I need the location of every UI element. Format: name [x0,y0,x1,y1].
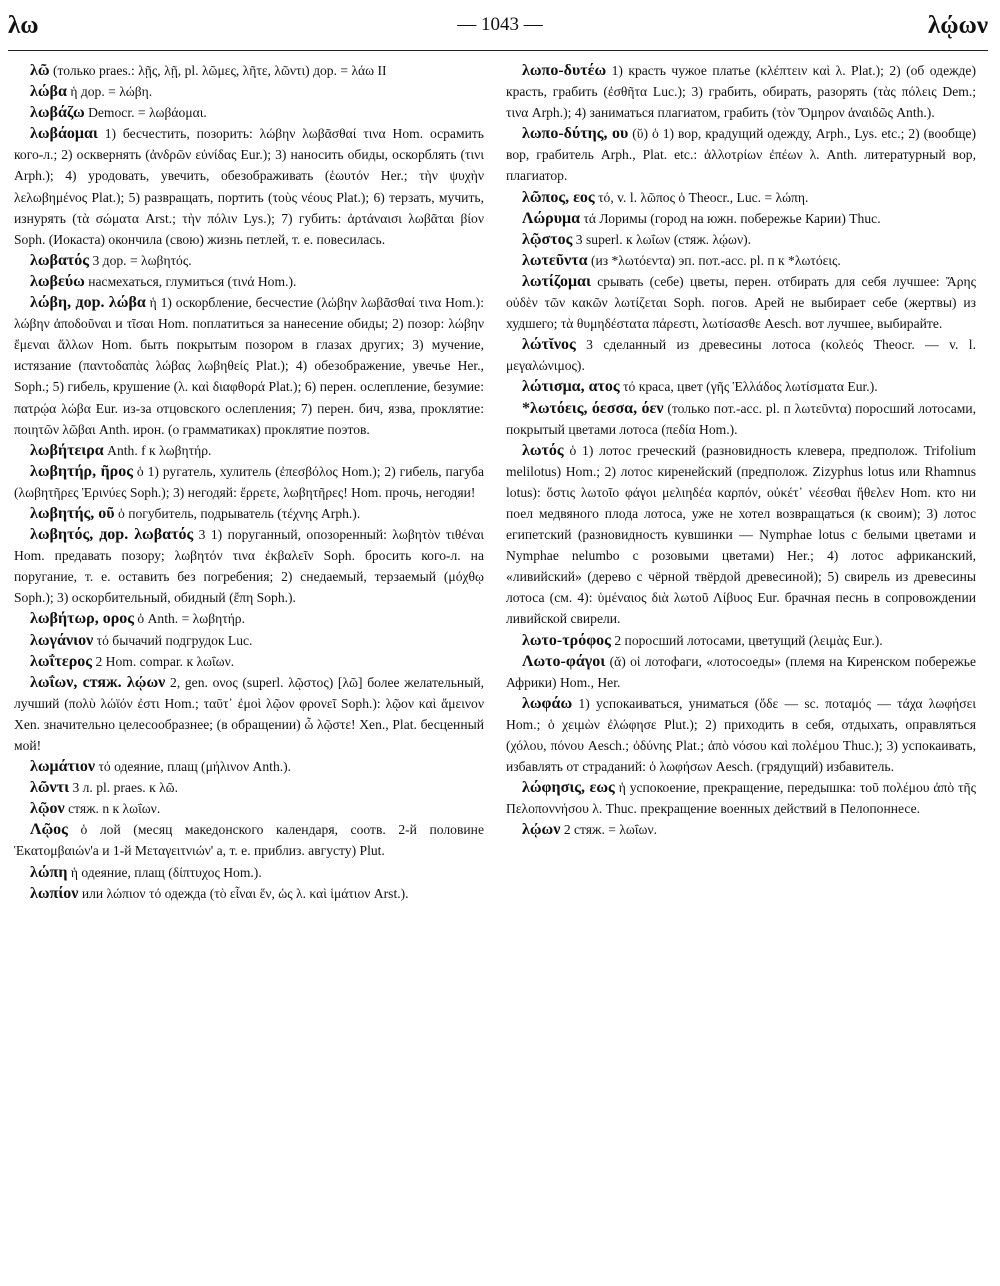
dictionary-entry [506,208,976,229]
entry-definition: 3 1) поруганный, опозоренный: λωβητὸν τιθέναι Hom. предавать позору; λωβητόν τινα ἐκβαλεῖν Soph. бросить кого-л. на поругание, т. е. оставить без погребения; 2) снедаемый, терзаемый (μόχθῳ Soph.); 3) оскорбительный, обидный (ἔπη Soph.). [14,527,484,606]
dictionary-entry [14,503,484,524]
entry-definition: 3 сделанный из древесины лотоса (κολεός Theocr. — v. l. μεγαλώνιμος). [506,337,976,374]
entry-definition: τό бычачий подгрудок Luc. [96,632,253,648]
dictionary-entry [14,271,484,292]
entry-definition: ἡ одеяние, плащ (δίπτυχος Hom.). [70,864,262,880]
left-running-head: λω [8,12,39,39]
dictionary-entry [506,229,976,250]
entry-headword: λωτός [522,441,564,459]
dictionary-entry [506,630,976,651]
dictionary-entry [506,651,976,693]
entry-headword: λωτο-τρόφος [522,631,611,649]
entry-headword: Λωτο-φάγοι [522,652,606,670]
entry-headword: λωγάνιον [30,631,94,649]
entry-definition: Anth. f к λωβητήρ. [107,442,212,458]
dictionary-entry [14,102,484,123]
entry-definition: 2 Hom. compar. к λωΐων. [95,653,235,669]
dictionary-entry [506,271,976,334]
dictionary-entry [14,123,484,250]
dictionary-entry [14,461,484,503]
entry-headword: λωβήτωρ, ορος [30,610,135,628]
entry-headword: λῶντι [30,779,70,797]
entry-headword: λώφησις, εως [522,779,615,797]
right-column [506,60,976,1275]
dictionary-entry [506,187,976,208]
entry-headword: λῶπος, εος [522,188,595,206]
entry-definition: ἡ дор. = λώβη. [70,84,153,100]
dictionary-entry [14,608,484,629]
entry-headword: λωβήτειρα [30,441,104,459]
entry-headword: λωβητήρ, ῆρος [30,462,133,480]
dictionary-entry [14,756,484,777]
entry-definition: 2, gen. ονος (superl. λῷστος) [λῶ] более желательный, лучший (πολὺ λώϊόν ἐστι Hom.; ταῦτ᾽ ἐμοὶ λῷον φρονεῖ Soph.): λῷον καὶ ἄμεινον Xen. значительно целесообразнее; (в обращении) ὦ λῷστε! Xen., Plat. бесценный мой! [14,674,484,753]
entry-headword: λώτισμα, ατος [522,378,620,396]
entry-definition: 1) успокаиваться, униматься (ὅδε — sc. ποταμός — τάχα λωφήσει Hom.; ὁ χειμὼν ἐλώφησε Plut.); 2) приходить в себя, отдыхать, оправляться (χόλου, πόνου Aesch.; ὀδύνης Plat.; ἀπὸ νόσου καὶ πολέμου Thuc.); 3) успокаивать, избавлять от страданий: ὁ λωφήσων Aesch. (грядущий) избавитель. [506,695,976,775]
entry-definition: ὁ Anth. = λωβητήρ. [137,611,245,627]
entry-headword: λωτεῦντα [522,251,588,269]
entry-definition: 3 superl. к λωΐων (стяж. λῴων). [575,231,752,247]
dictionary-entry [14,651,484,672]
entry-definition: 3 л. pl. praes. к λῶ. [72,780,179,796]
right-running-head: λῴων [928,12,988,39]
entry-headword: λώβα [30,83,67,101]
entry-definition: τό одеяние, плащ (μήλινον Anth.). [98,759,292,775]
entry-definition: ἡ успокоение, прекращение, передышка: τοῦ πολέμου ἀπὸ τῆς Πελοποννήσου λ. Thuc. прекращение военных действий в Пелопоннесе. [506,780,976,817]
dictionary-entry [506,60,976,123]
dictionary-entry [506,123,976,186]
dictionary-entry [506,693,976,777]
dictionary-entry [14,440,484,461]
entry-definition: 2 поросший лотосами, цветущий (λειμὰς Eur.). [614,632,883,648]
entry-headword: λωβεύω [30,272,85,290]
entry-definition: (из *λωτόεντα) эп. пот.-асс. pl. п к *λωτόεις. [590,252,841,268]
dictionary-entry [14,250,484,271]
entry-headword: *λωτόεις, όεσσα, όεν [522,399,664,417]
entry-headword: λωμάτιον [30,758,96,776]
entry-headword: λωΐων, стяж. λῴων [30,673,166,691]
entry-definition: (ῠ) ὁ 1) вор, крадущий одежду, Arph., Lys. etc.; 2) (вообще) вор, грабитель Arph., Plat. etc.: ἀλλοτρίων ἐπέων λ. Anth. литературный вор, плагиатор. [506,126,976,184]
entry-headword: Λῷος [30,821,68,839]
dictionary-entry [14,81,484,102]
entry-headword: λωπο-δυτέω [522,62,607,79]
entry-definition: ἡ 1) оскорбление, бесчестие (λώβην λωβᾶσθαί τινα Hom.): λώβην ἀποδοῦναι и τῖσαι Hom. поплатиться за нанесение обиды; 2) позор: λώβην ἔμεναι ἄλλων Hom. быть покрытым позором в глазах других; 3) мучение, истязание (παντοδαπὰς λώβας λωβηθείς Plat.); 4) обезображение, увечье Her., Soph.; 5) гибель, крушение (λ. καὶ διαφθορά Plat.); 6) перен. ослепление, безумие: πατρῴα λώβα Eur. из-за отцовского ослепления; 7) перен. бич, язва, проклятие: ποιητῶν λῶβαι Anth. ирон. (о грамматиках) проклятие поэтов. [14,295,484,437]
entry-headword: λωβητός, дор. λωβατός [30,526,194,544]
dictionary-entry [14,777,484,798]
dictionary-entry [506,777,976,819]
dictionary-entry [506,334,976,376]
entry-definition: ὁ 1) ругатель, хулитель (ἐπεσβόλος Hom.); 2) гибель, пагуба (λωβητῆρες Ἐρινύες Soph.); 3) негодяй: ἔρρετε, λωβητῆρες! Hom. прочь, негодяи! [14,463,484,500]
entry-definition: 1) бесчестить, позорить: λώβην λωβᾶσθαί τινα Hom. осрамить кого-л.; 2) осквернять (ἀνδρῶν εὐνίδας Eur.); 3) наносить обиды, оскорблять (τινι Arph.); 4) уродовать, увечить, обезображивать (ἑωυτόν Her.; τὴν ψυχὴν λελωβημένος Plat.); 5) развращать, портить (τοὺς νέους Plat.); 6) терзать, мучить, изнурять (τὰ σώματα Arst.; τὴν πόλιν Lys.); 7) губить: ἀρτάναισι λωβᾶται βίον Soph. (Иокаста) окончила (свою) жизнь петлей, т. е. повесилась. [14,126,484,247]
entry-headword: λωΐτερος [30,652,93,670]
entry-headword: λωβατός [30,251,90,269]
dictionary-entry [14,672,484,756]
entry-definition: 3 дор. = λωβητός. [92,252,192,268]
entry-definition: или λώπιον τό одежда (τὸ εἶναι ἕν, ὡς λ. καὶ ἱμάτιον Arst.). [81,885,409,901]
entry-definition: насмехаться, глумиться (τινά Hom.). [88,273,297,289]
page-number: — 1043 — [457,14,543,35]
entry-definition: τό, v. l. λῶπος ὁ Theocr., Luc. = λώπη. [598,189,809,205]
dictionary-entry [506,819,976,840]
header-rule [8,50,988,51]
entry-definition: τά Лоримы (город на южн. побережье Карии) Thuc. [583,210,881,226]
entry-definition: ὁ 1) лотос греческий (разновидность клевера, предполож. Trifolium melilotus) Hom.; 2) лотос киренейский (предполож. Zizyphus lotus или Rhamnus lotus): ὅστις λωτοῖο φάγοι μελιηδέα καρπόν, οὐκέτ᾽ νέεσθαι ἤθελεν Hom. кто ни поел медвяного плода лотоса, уже не хотел возвращаться (к своим); 3) лотос египетский (разновидность кувшинки — Nymphae lotus с белыми цветами и Nymphae nelumbo с розовыми цветами) Her.; 4) лотос африканский, «ливийский» (дерево с чёрной твёрдой древесиной); 5) свирель из древесины лотоса (см. 4): ὑμέναιος διὰ λωτοῦ Λίβυος Eur. брачная песнь в сопровождении ливийской свирели. [506,442,976,627]
page-header [0,0,1000,40]
dictionary-entry [506,398,976,440]
entry-headword: λώτῐνος [522,336,576,354]
entry-headword: λωβάζω [30,104,85,122]
entry-headword: λωπίον [30,884,79,902]
entry-definition: (только пот.-асс. pl. п λωτεῦντα) поросший лотосами, покрытый цветами лотоса (πεδία Hom.). [506,400,976,437]
entry-definition: Democr. = λωβάομαι. [88,105,207,121]
entry-definition: (только praes.: λῇς, λῇ, pl. λῶμες, λῆτε, λῶντι) дор. = λάω II [52,63,387,78]
entry-headword: λωβητής, οῦ [30,504,115,522]
entry-definition: 1) красть чужое платье (κλέπτειν καὶ λ. Plat.); 2) (об одежде) красть, грабить (ἐσθῆτα Luc.); 3) грабить, обирать, разорять (τὰς πόλεις Dem.; τινα Arph.); 4) заниматься плагиатом, грабить (τὸν Ὅμηρον ἀναιδῶς Anth.). [506,63,976,121]
entry-headword: λῷστος [522,230,573,248]
dictionary-entry [506,440,976,630]
dictionary-entry [14,862,484,883]
entry-headword: λωπο-δύτης, ου [522,125,629,143]
entry-definition: срывать (себе) цветы, перен. отбирать для себя лучшее: Ἄρης οὐδὲν τῶν κακῶν λωτίζεται Soph. погов. Арей не выбирает себе (жертвы) из худшего; τὰ θυμηδέστατα πάρεστι, λωτίσασθε Aesch. вот лучшее, выбирайте. [506,273,976,332]
entry-headword: λωβάομαι [30,125,98,143]
entry-headword: λωτίζομαι [522,272,591,290]
entry-definition: (ᾰ) οἱ лотофаги, «лотосоеды» (племя на Киренском побережье Африки) Hom., Her. [506,653,976,690]
entry-definition: стяж. n к λωΐων. [68,801,161,817]
entry-headword: λώβη, дор. λώβα [30,294,146,312]
entry-headword: λῴων [522,821,561,839]
dictionary-entry [14,819,484,861]
dictionary-entry [14,524,484,608]
entry-headword: Λώρυμα [522,209,581,227]
entry-headword: λώπη [30,863,68,881]
dictionary-entry [506,250,976,271]
entry-definition: 2 стяж. = λωΐων. [563,822,657,838]
entry-definition: ὁ погубитель, подрыватель (τέχνης Arph.). [118,505,361,521]
dictionary-entry [506,376,976,397]
dictionary-entry [14,60,484,81]
entry-headword: λωφάω [522,694,573,712]
dictionary-entry [14,630,484,651]
left-column [14,60,484,1275]
dictionary-entry [14,883,484,904]
entry-definition: τό краса, цвет (γῆς Ἑλλάδος λωτίσματα Eur.). [623,379,878,395]
entry-headword: λῷον [30,800,65,818]
dictionary-entry [14,292,484,440]
entry-headword: λῶ [30,62,50,79]
entry-definition: ὁ лой (месяц македонского календаря, соотв. 2-й половине Ἑκατομβαιών'а и 1-й Μεταγειτνιών' а, т. е. приблиз. августу) Plut. [14,822,484,859]
dictionary-entry [14,798,484,819]
